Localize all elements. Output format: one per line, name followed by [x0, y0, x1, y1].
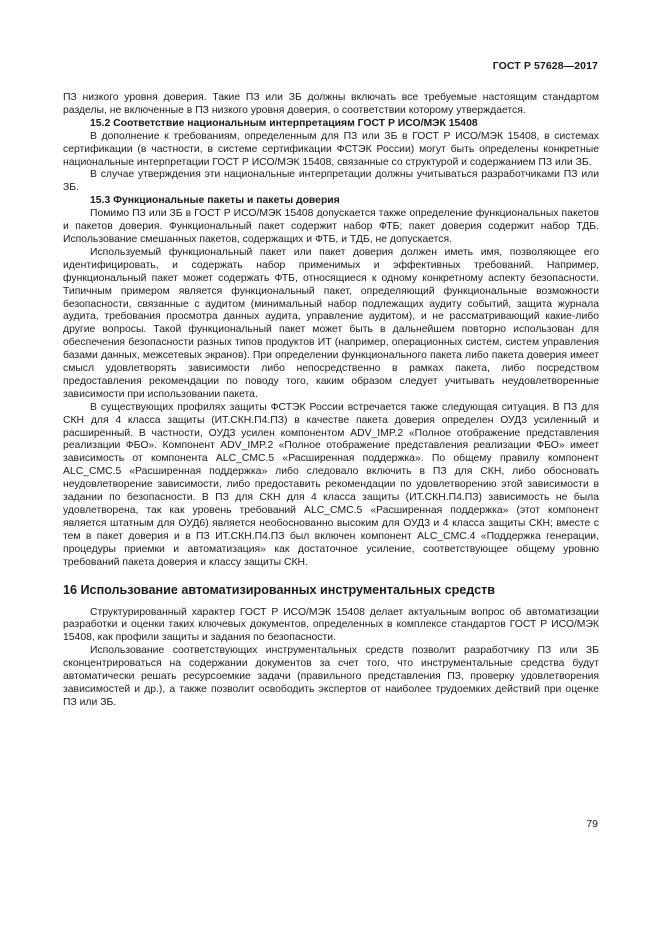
section-15-3-title: 15.3 Функциональные пакеты и пакеты доверия: [90, 195, 340, 207]
section-15-3-paragraph-1: Помимо ПЗ или ЗБ в ГОСТ Р ИСО/МЭК 15408 допускается также определение функциональных пакетов и пакетов доверия. Функциональный пакет содержит набор ФТБ; пакет доверия содержит набор ТДБ. Использование смешанных пакетов, содержащих и ФТБ, и ТДБ, не допускается.: [63, 208, 599, 245]
section-16-paragraph-2: Использование соответствующих инструментальных средств позволит разработчику ПЗ или ЗБ сконцентрироваться на содержании документов за счет того, что инструментальные средства будут автоматически решать ресурсоемкие задачи (правильного представления ПЗ, проверку удовлетворения зависимостей и др.), а также позволит освободить экспертов от наиболее трудоемких действий при оценке ПЗ или ЗБ.: [63, 645, 599, 708]
document-header: ГОСТ Р 57628—2017: [492, 60, 598, 72]
page-number: 79: [586, 818, 598, 830]
section-16-heading: 16 Использование автоматизированных инструментальных средств: [63, 582, 496, 597]
section-15-2-title: 15.2 Соответствие национальным интерпретациям ГОСТ Р ИСО/МЭК 15408: [90, 117, 478, 129]
section-15-2-paragraph-2: В случае утверждения эти национальные интерпретации должны учитываться разработчиками ПЗ или ЗБ.: [63, 169, 599, 194]
section-15-3-paragraph-2: Используемый функциональный пакет или пакет доверия должен иметь имя, позволяющее его идентифицировать, и содержать набор применимых и эффективных требований. Например, функциональный пакет может содержать ФТБ, относящиеся к одному конкретному аспекту безопасности. Типичным примером является функциональный пакет, определяющий функциональные возможности безопасности, связанные с аудитом (минимальный набор подлежащих аудиту событий, защита журнала аудита, требования просмотра данных аудита, управление аудитом), и не рассматривающий какие-либо другие вопросы. Такой функциональный пакет может быть в дальнейшем повторно использован для обеспечения безопасности разных типов продуктов ИТ (например, операционных систем, систем управления базами данных, межсетевых экранов). При определении функционального пакета либо пакета доверия имеет смысл удовлетворять зависимости либо непосредственно в рамках пакета, либо посредством предоставления рекомендации по поводу того, каким образом следует учитывать неудовлетворенные зависимости при использовании пакета.: [63, 246, 599, 400]
section-15-2-paragraph-1: В дополнение к требованиям, определенным для ПЗ или ЗБ в ГОСТ Р ИСО/МЭК 15408, в системах сертификации (в частности, в системе сертификации ФСТЭК России) могут быть определены конкретные национальные интерпретации ГОСТ Р ИСО/МЭК 15408, связанные со структурой и содержанием ПЗ или ЗБ.: [63, 130, 599, 168]
page-content: [63, 92, 599, 710]
section-15-3-paragraph-3: В существующих профилях защиты ФСТЭК России встречается также следующая ситуация. В ПЗ для СКН для 4 класса защиты (ИТ.СКН.П4.ПЗ) в качестве пакета доверия определен ОУД3 усиленный и расширенный. В частности, ОУД3 усилен компонентом ADV_IMP.2 «Полное отображение представления реализации ФБО». Компонент ADV_IMP.2 «Полное отображение представления реализации ФБО» имеет зависимость от компонента ALC_CMC.5 «Расширенная поддержка». По общему правилу компонент ALC_CMC.5 «Расширенная поддержка» либо следовало включить в ПЗ для СКН, либо обосновать неудовлетворение зависимости, либо предоставить рекомендации по удовлетворению этой зависимости в задании по безопасности. В ПЗ для СКН для 4 класса защиты (ИТ.СКН.П4.ПЗ) зависимость не была удовлетворена, так как уровень требований ALC_CMC.5 «Расширенная поддержка» (этот компонент является штатным для ОУД6) является необоснованно высоким для ОУД3 и 4 класса защиты СКН; вместе с тем в пакет доверия и в ПЗ ИТ.СКН.П4.ПЗ был включен компонент ALC_CMC.4 «Поддержка генерации, процедуры приемки и автоматизация» как достаточное усиление, соответствующее общему уровню требований пакета доверия и классу защиты СКН.: [63, 401, 599, 568]
paragraph-continuation: ПЗ низкого уровня доверия. Такие ПЗ или ЗБ должны включать все требуемые настоящим стандартом разделы, не включенные в ПЗ низкого уровня доверия, о соответствии которому утверждается.: [63, 92, 599, 116]
section-16-paragraph-1: Структурированный характер ГОСТ Р ИСО/МЭК 15408 делает актуальным вопрос об автоматизации разработки и оценки таких ключевых документов, определенных в комплексе стандартов ГОСТ Р ИСО/МЭК 15408, как профили защиты и задания по безопасности.: [63, 606, 599, 644]
